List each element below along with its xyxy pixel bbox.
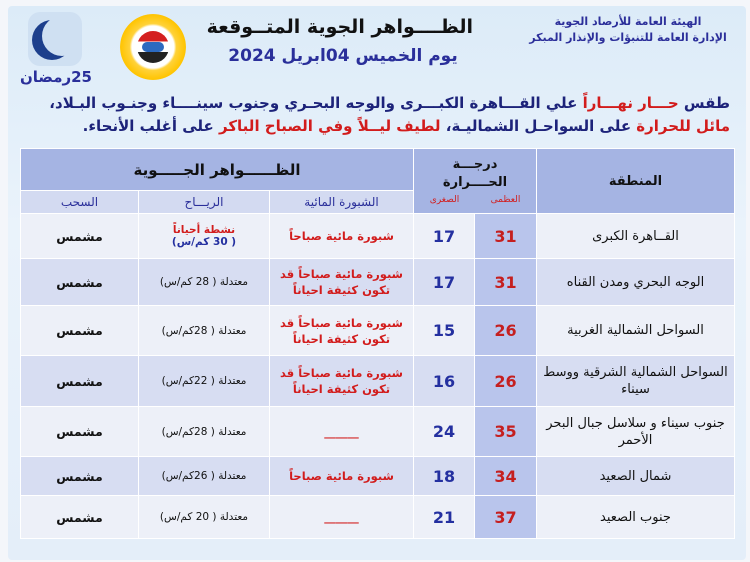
table-row	[21, 407, 735, 457]
wind: معتدلة ( 28كم/س)	[139, 306, 270, 356]
fog: شبورة مائية صباحاً قد تكون كثيفة احياناً	[270, 356, 414, 407]
min-temp: 16	[414, 356, 475, 407]
max-temp: 35	[475, 407, 537, 457]
min-temp: 17	[414, 259, 475, 306]
region-name: الوجه البحري ومدن القناه	[537, 259, 735, 306]
wind: معتدلة ( 26كم/س)	[139, 457, 270, 496]
fog: ______	[270, 407, 414, 457]
fog: شبورة مائية صباحاً	[270, 214, 414, 259]
summary-text: على السواحـل الشماليـة،	[440, 117, 637, 135]
cloud: مشمس	[21, 496, 139, 539]
region-name: جنوب الصعيد	[537, 496, 735, 539]
cloud: مشمس	[21, 306, 139, 356]
wind: معتدلة ( 22كم/س)	[139, 356, 270, 407]
org-line-1: الهيئة العامة للأرصاد الجوية	[554, 15, 702, 28]
summary-text: طقس	[678, 94, 730, 112]
header-fog: الشبورة المائية	[270, 191, 414, 214]
max-temp: 31	[475, 214, 537, 259]
ramadan-moon-icon	[28, 12, 82, 66]
min-temp: 17	[414, 214, 475, 259]
wind-speed: ( 30 كم/س)	[171, 236, 237, 248]
ema-logo-icon	[120, 14, 186, 80]
summary-text: علي القـــاهرة الكبـــرى والوجه البحـري وجنوب سينــــاء وجنـوب البـلاد،	[49, 94, 583, 112]
header-min: الصغرى	[429, 195, 460, 205]
cloud: مشمس	[21, 356, 139, 407]
header-wind: الريـــاح	[139, 191, 270, 214]
max-temp: 26	[475, 356, 537, 407]
table-row	[21, 457, 735, 496]
max-temp: 31	[475, 259, 537, 306]
summary-highlight: مائل للحرارة	[636, 117, 730, 135]
wind-desc: نشطة أحياناً	[172, 224, 236, 236]
header-temperature-label: درجـــة الحــــرارة	[442, 157, 508, 190]
fog: شبورة مائية صباحاً قد تكون كثيفة احياناً	[270, 259, 414, 306]
fog: شبورة مائية صباحاً قد تكون كثيفة احياناً	[270, 306, 414, 356]
min-temp: 24	[414, 407, 475, 457]
weather-summary	[18, 92, 730, 138]
forecast-card	[8, 6, 746, 560]
forecast-header	[8, 6, 746, 88]
region-name: جنوب سيناء و سلاسل جبال البحر الأحمر	[537, 407, 735, 457]
header-cloud: السحب	[21, 191, 139, 214]
header-temperature	[414, 149, 537, 214]
table-row	[21, 306, 735, 356]
region-name: القــاهرة الكبرى	[537, 214, 735, 259]
table-row	[21, 259, 735, 306]
region-name: شمال الصعيد	[537, 457, 735, 496]
table-row	[21, 356, 735, 407]
ramadan-day: 25رمضان	[19, 68, 92, 86]
cloud: مشمس	[21, 259, 139, 306]
table-row	[21, 214, 735, 259]
forecast-table	[20, 148, 735, 539]
org-line-2: الإدارة العامة للتنبؤات والإنذار المبكر	[529, 31, 727, 44]
max-temp: 37	[475, 496, 537, 539]
region-name: السواحل الشمالية الشرقية ووسط سيناء	[537, 356, 735, 407]
fog: ______	[270, 496, 414, 539]
page-title: الظــــواهر الجوية المتــوقعة	[206, 16, 473, 38]
cloud: مشمس	[21, 407, 139, 457]
summary-highlight: لطيف ليــلاً وفي الصباح الباكر	[219, 117, 441, 135]
min-temp: 15	[414, 306, 475, 356]
header-phenomena: الظــــــواهر الجـــــوية	[21, 149, 414, 191]
wind	[139, 214, 270, 259]
min-temp: 18	[414, 457, 475, 496]
cloud: مشمس	[21, 214, 139, 259]
max-temp: 34	[475, 457, 537, 496]
forecast-date: يوم الخميس 04ابريل 2024	[228, 46, 458, 66]
table-row	[21, 496, 735, 539]
header-max: العظمى	[490, 195, 521, 205]
min-temp: 21	[414, 496, 475, 539]
summary-highlight: حـــار نهـــاراً	[582, 94, 679, 112]
header-region: المنطقة	[537, 149, 735, 214]
cloud: مشمس	[21, 457, 139, 496]
summary-text: على أغلب الأنحاء.	[82, 117, 219, 135]
wind: معتدلة ( 28 كم/س)	[139, 259, 270, 306]
max-temp: 26	[475, 306, 537, 356]
wind: معتدلة ( 20 كم/س)	[139, 496, 270, 539]
organization-name	[528, 14, 728, 46]
wind: معتدلة ( 28كم/س)	[139, 407, 270, 457]
region-name: السواحل الشمالية الغربية	[537, 306, 735, 356]
fog: شبورة مائية صباحاً	[270, 457, 414, 496]
